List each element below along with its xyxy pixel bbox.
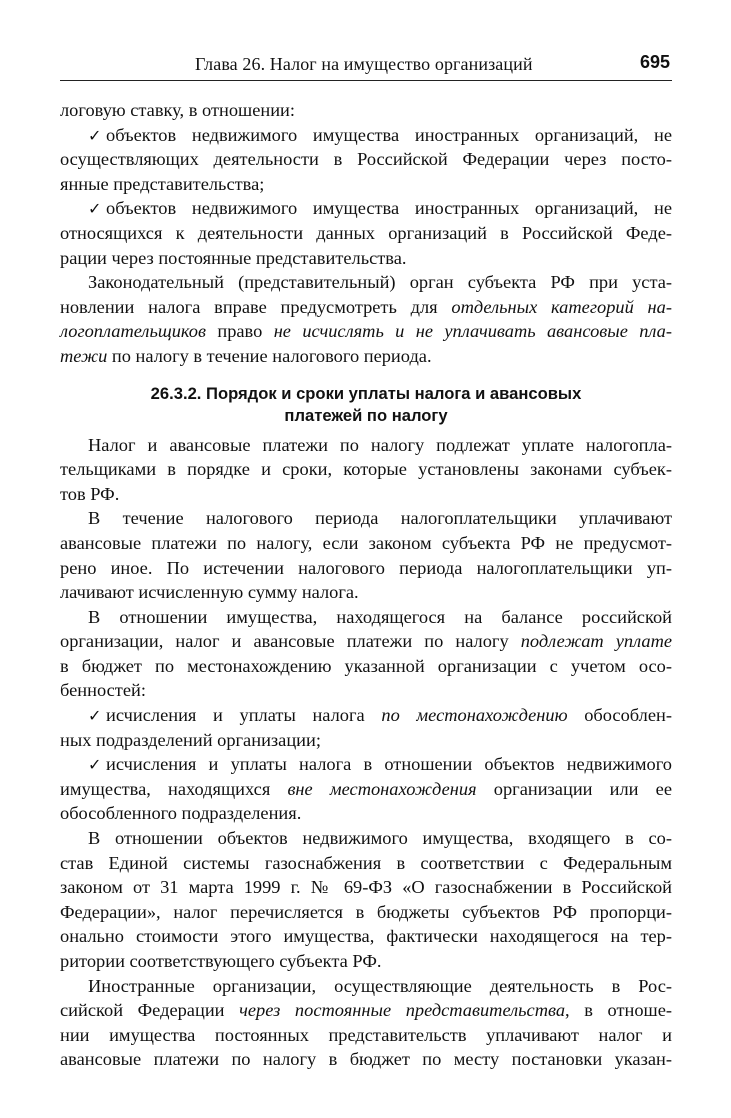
checkmark-icon: ✓ — [88, 706, 102, 726]
text-line: бенностей: — [60, 680, 146, 701]
checklist-foreign-objects — [60, 123, 672, 271]
text-line: логовую ставку, в отношении: — [60, 100, 295, 120]
text-line: ритории соответствующего субъекта РФ. — [60, 951, 382, 971]
text-line: авансовые платежи по налогу в бюджет по месту постановки указан- — [60, 1049, 672, 1070]
text-line: Иностранные организации, осуществляющие деятельность в Рос- — [88, 975, 672, 996]
text-line: тельщиками в порядке и сроки, которые установлены законами субъек- — [60, 459, 672, 480]
text-line: ных подразделений организации; — [60, 729, 321, 750]
paragraph-gas-supply — [60, 826, 672, 974]
checkmark-icon: ✓ — [88, 125, 102, 145]
paragraph-russian-organization — [60, 605, 672, 703]
text-line: имущества, находящихся вне местонахождения организации или ее — [60, 778, 673, 799]
page-body — [60, 98, 672, 1072]
list-item: ✓ исчисления и уплаты налога по местонахождению обособлен- — [60, 703, 672, 728]
chapter-title: Глава 26. Налог на имущество организаций — [195, 54, 533, 74]
page-number: 695 — [639, 52, 670, 72]
text-line: сийской Федерации через постоянные представительства, в отноше- — [60, 1000, 672, 1021]
paragraph-tax-period — [60, 506, 672, 604]
section-heading: 26.3.2. Порядок и сроки уплаты налога и авансовых платежей по налогу — [150, 383, 582, 425]
text-line: янные представительства; — [60, 173, 265, 194]
text-line: В отношении имущества, находящегося на балансе российской — [88, 606, 672, 627]
text-line: новлении налога вправе предусмотреть для отдельных категорий на- — [60, 296, 673, 317]
text-line: организации, налог и авансовые платежи по налогу подлежат уплате — [60, 631, 673, 652]
text-line: В течение налогового периода налогоплательщики уплачивают — [88, 508, 672, 529]
text-line: тов РФ. — [60, 483, 120, 504]
paragraph-foreign-organizations — [60, 974, 672, 1072]
text-line: В отношении объектов недвижимого имущества, входящего в со- — [88, 828, 672, 849]
text-line: рации через постоянные представительства. — [60, 247, 407, 268]
text-line: Федерации», налог перечисляется в бюджеты субъектов РФ пропорци- — [60, 901, 672, 922]
text-line: Налог и авансовые платежи по налогу подлежат уплате налогопла- — [88, 434, 672, 455]
text-line: рено иное. По истечении налогового периода налогоплательщики уп- — [60, 557, 672, 578]
text-line: логоплательщиков право не исчислять и не уплачивать авансовые пла- — [60, 321, 672, 342]
text-line: Законодательный (представительный) орган субъекта РФ при уста- — [88, 272, 672, 293]
paragraph-legislative-organ — [60, 270, 672, 368]
text-line: авансовые платежи по налогу, если законом субъекта РФ не предусмот- — [60, 532, 672, 553]
text-line: в бюджет по местонахождению указанной организации с учетом осо- — [60, 655, 672, 676]
running-header — [60, 52, 672, 81]
checklist-features — [60, 703, 672, 826]
text-line: лачивают исчисленную сумму налога. — [60, 582, 359, 603]
text-line: относящихся к деятельности данных организаций в Российской Феде- — [60, 222, 672, 243]
text-line: онально стоимости этого имущества, фактически находящегося на тер- — [60, 926, 672, 947]
text-line: тежи по налогу в течение налогового периода. — [60, 345, 432, 366]
checkmark-icon: ✓ — [88, 755, 102, 775]
text-line: став Единой системы газоснабжения в соответствии с Федеральным — [60, 852, 672, 873]
list-item: ✓ исчисления и уплаты налога в отношении объектов недвижимого — [60, 752, 672, 777]
list-item: ✓ объектов недвижимого имущества иностранных организаций, не — [60, 196, 672, 221]
text-line: нии имущества постоянных представительств уплачивают налог и — [60, 1024, 672, 1045]
paragraph-continuation — [60, 98, 672, 123]
paragraph-payment-order — [60, 433, 672, 507]
text-line: осуществляющих деятельности в Российской Федерации через посто- — [60, 149, 672, 170]
text-line: законом от 31 марта 1999 г. № 69-ФЗ «О газоснабжении в Российской — [60, 877, 672, 898]
text-line: обособленного подразделения. — [60, 803, 302, 824]
checkmark-icon: ✓ — [88, 199, 102, 219]
list-item: ✓ объектов недвижимого имущества иностранных организаций, не — [60, 123, 672, 148]
